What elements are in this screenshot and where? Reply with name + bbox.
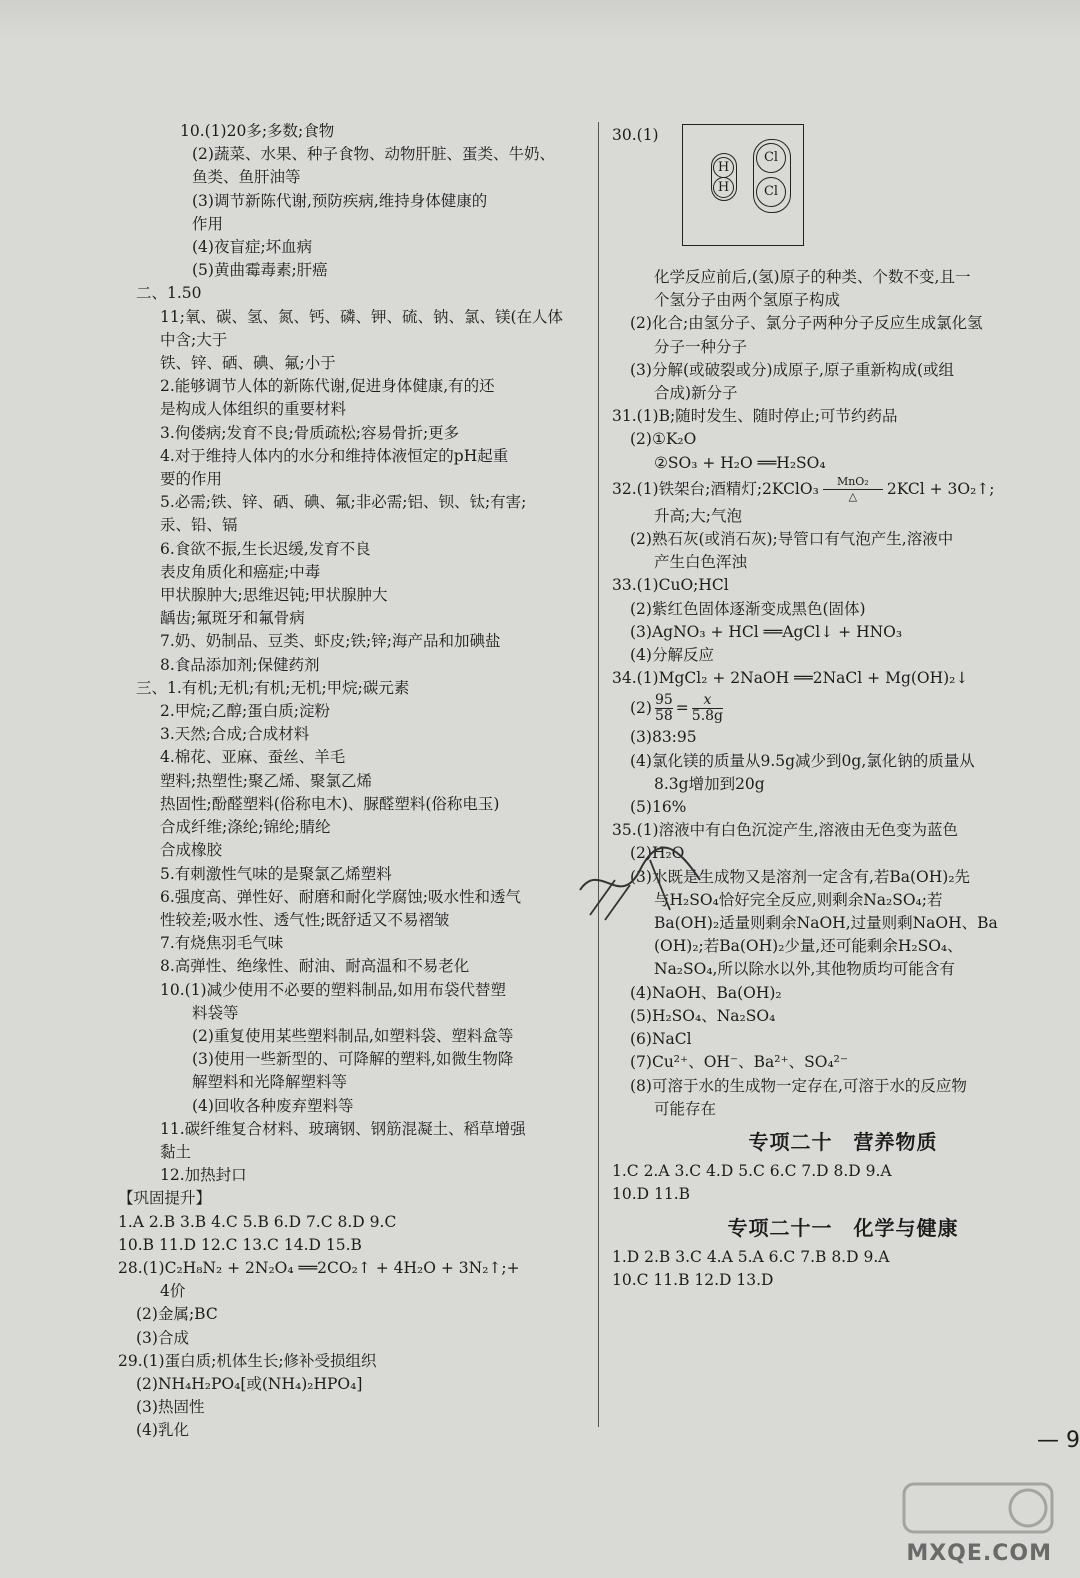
answer-line: Ba(OH)₂适量则剩余NaOH,过量则剩NaOH、Ba — [654, 914, 998, 933]
answer-line: 3.佝偻病;发育不良;骨质疏松;容易骨折;更多 — [160, 423, 460, 442]
answer-line: 二、1.50 — [136, 284, 202, 303]
answer-line: 料袋等 — [192, 1003, 239, 1022]
chlorine-atom: Cl — [756, 143, 786, 173]
answer-line: Na₂SO₄,所以除水以外,其他物质均可能含有 — [654, 960, 955, 979]
answer-line: ②SO₃ + H₂O ══H₂SO₄ — [654, 453, 826, 472]
q32-line — [612, 475, 1074, 505]
answer-line: 10.(1)减少使用不必要的塑料制品,如用布袋代替塑 — [160, 980, 507, 999]
answer-line: 产生白色浑浊 — [654, 553, 748, 572]
answer-line: 31.(1)B;随时发生、随时停止;可节约药品 — [612, 407, 898, 426]
answer-line: 4.棉花、亚麻、蚕丝、羊毛 — [160, 748, 346, 767]
answer-line: 35.(1)溶液中有白色沉淀产生,溶液由无色变为蓝色 — [612, 821, 959, 840]
answer-line: (8)可溶于水的生成物一定存在,可溶于水的反应物 — [630, 1076, 967, 1095]
answer-line: 10.B 11.D 12.C 13.C 14.D 15.B — [118, 1235, 362, 1254]
answer-line: 化学反应前后,(氢)原子的种类、个数不变,且一 — [654, 268, 971, 286]
q34-2-line — [612, 690, 1074, 726]
equals-sign: = — [675, 698, 689, 717]
answer-line: (2)H₂O — [630, 844, 685, 863]
q32-products: 2KCl + 3O₂↑; — [886, 480, 995, 499]
answer-line: 6.食欲不振,生长迟缓,发育不良 — [160, 539, 371, 558]
answer-line: (3)调节新陈代谢,预防疾病,维持身体健康的 — [192, 191, 488, 210]
q32-34-answers — [612, 505, 1074, 691]
answer-line: (5)黄曲霉毒素;肝癌 — [192, 261, 328, 280]
answer-line: 升高;大;气泡 — [654, 506, 742, 525]
answer-line: 7.奶、奶制品、豆类、虾皮;铁;锌;海产品和加碘盐 — [160, 632, 501, 651]
answer-line: (2)熟石灰(或消石灰);导管口有气泡产生,溶液中 — [630, 530, 954, 549]
answer-line: (3)合成 — [136, 1328, 189, 1347]
answer-line: 合成纤维;涤纶;锦纶;腈纶 — [160, 818, 331, 837]
answer-line: 3.天然;合成;合成材料 — [160, 725, 310, 744]
right-column — [612, 120, 1074, 1292]
fraction-left: $\frac{95}{58}$ — [654, 691, 673, 724]
answer-line: 性较差;吸水性、透气性;既舒适又不易褶皱 — [160, 910, 450, 929]
chlorine-atom: Cl — [756, 177, 786, 207]
hydrogen-atom: H — [713, 177, 734, 198]
answer-line: (2)重复使用某些塑料制品,如塑料袋、塑料盒等 — [192, 1026, 514, 1045]
catalyst-label: MnO₂ — [836, 475, 869, 489]
q34-2-label: (2) — [630, 698, 652, 717]
answer-line: 4.对于维持人体内的水分和维持体液恒定的pH起重 — [160, 446, 509, 465]
answer-line: 1.A 2.B 3.B 4.C 5.B 6.D 7.C 8.D 9.C — [118, 1212, 397, 1231]
answer-line: 可能存在 — [654, 1099, 717, 1118]
answer-line: 甲状腺肿大;思维迟钝;甲状腺肿大 — [160, 586, 388, 605]
answer-line: 是构成人体组织的重要材料 — [160, 400, 347, 419]
section-21-title: 专项二十一 化学与健康 — [727, 1215, 959, 1240]
answer-line: 表皮角质化和癌症;中毒 — [160, 562, 321, 581]
answer-line: (4)回收各种废弃塑料等 — [192, 1096, 354, 1115]
choice-answer-row: 10.C 11.B 12.D 13.D — [612, 1270, 774, 1289]
answer-line: 作用 — [192, 214, 224, 233]
answer-line: 4价 — [160, 1282, 186, 1301]
heat-symbol: △ — [848, 490, 858, 504]
answer-line: (3)热固性 — [136, 1398, 205, 1417]
answer-line: (4)氯化镁的质量从9.5g减少到0g,氯化钠的质量从 — [630, 751, 975, 770]
q30-label: 30.(1) — [612, 126, 659, 144]
answer-line: 33.(1)CuO;HCl — [612, 576, 729, 595]
section-21-answers — [612, 1246, 1074, 1292]
answer-line: 5.有刺激性气味的是聚氯乙烯塑料 — [160, 864, 392, 883]
watermark-text: MXQE.COM — [906, 1541, 1052, 1566]
answer-line: (4)夜盲症;坏血病 — [192, 238, 313, 257]
page-number: — 9 — [1037, 1428, 1080, 1453]
answer-line: (2)蔬菜、水果、种子食物、动物肝脏、蛋类、牛奶、 — [192, 145, 555, 164]
answer-line: 中含;大于 — [160, 330, 228, 349]
answer-line: 热固性;酚醛塑料(俗称电木)、脲醛塑料(俗称电玉) — [160, 794, 500, 813]
answer-line: (6)NaCl — [630, 1030, 692, 1049]
answer-line: 2.甲烷;乙醇;蛋白质;淀粉 — [160, 702, 330, 721]
section-20-title: 专项二十 营养物质 — [748, 1129, 938, 1154]
answer-line: (2)金属;BC — [136, 1305, 218, 1324]
answer-line: 个氢分子由两个氢原子构成 — [654, 291, 841, 310]
answer-line: (3)AgNO₃ + HCl ══AgCl↓ + HNO₃ — [630, 622, 903, 641]
answer-line: 8.高弹性、绝缘性、耐油、耐高温和不易老化 — [160, 957, 470, 976]
answer-line: 龋齿;氟斑牙和氟骨病 — [160, 609, 305, 628]
q32-prefix: 32.(1)铁架台;酒精灯;2KClO₃ — [612, 480, 819, 499]
answer-line: 鱼类、鱼肝油等 — [192, 168, 301, 187]
answer-line: (2)NH₄H₂PO₄[或(NH₄)₂HPO₄] — [136, 1374, 363, 1393]
answer-line: 解塑料和光降解塑料等 — [192, 1073, 348, 1092]
answer-line: (2)化合;由氢分子、氯分子两种分子反应生成氯化氢 — [630, 314, 983, 333]
answer-line: 汞、铅、镉 — [160, 516, 238, 535]
hydrogen-atom: H — [713, 157, 734, 178]
answer-line: 合成橡胶 — [160, 841, 223, 860]
section-20-answers — [612, 1160, 1074, 1206]
answer-line: (5)16% — [630, 798, 687, 817]
choice-answer-row: 10.D 11.B — [612, 1185, 691, 1204]
answer-line: 29.(1)蛋白质;机体生长;修补受损组织 — [118, 1351, 377, 1370]
answer-line: (5)H₂SO₄、Na₂SO₄ — [630, 1006, 776, 1025]
answer-line: (OH)₂;若Ba(OH)₂少量,还可能剩余H₂SO₄、 — [654, 937, 963, 956]
answer-line: 铁、锌、硒、碘、氟;小于 — [160, 354, 336, 373]
answer-line: 12.加热封口 — [160, 1166, 247, 1185]
answer-line: 5.必需;铁、锌、硒、碘、氟;非必需;铝、钡、钛;有害; — [160, 493, 527, 512]
answer-line: 2.能够调节人体的新陈代谢,促进身体健康,有的还 — [160, 377, 495, 396]
answer-line: 11;氧、碳、氢、氮、钙、磷、钾、硫、钠、氯、镁(在人体 — [160, 307, 563, 326]
choice-answer-row: 1.C 2.A 3.C 4.D 5.C 6.C 7.D 8.D 9.A — [612, 1162, 892, 1181]
q30-31-answers — [612, 266, 1074, 475]
answer-line: 要的作用 — [160, 470, 223, 489]
answer-line: (2)紫红色固体逐渐变成黑色(固体) — [630, 599, 866, 618]
left-column — [118, 120, 588, 1443]
answer-line: (3)水既是生成物又是溶剂一定含有,若Ba(OH)₂先 — [630, 867, 971, 886]
answer-line: 与H₂SO₄恰好完全反应,则剩余Na₂SO₄;若 — [654, 890, 943, 909]
answer-line: (4)NaOH、Ba(OH)₂ — [630, 983, 782, 1002]
answer-line: (3)83:95 — [630, 728, 697, 747]
answer-line: 34.(1)MgCl₂ + 2NaOH ══2NaCl + Mg(OH)₂↓ — [612, 669, 969, 688]
choice-answer-row: 1.D 2.B 3.C 4.A 5.A 6.C 7.B 8.D 9.A — [612, 1247, 890, 1266]
answer-line: (3)分解(或破裂或分)成原子,原子重新构成(或组 — [630, 360, 955, 379]
fraction-right: $\frac{x}{5.8g}$ — [691, 691, 724, 724]
answer-line: 10.(1)20多;多数;食物 — [180, 122, 335, 140]
molecule-diagram — [682, 124, 804, 246]
answer-line: 28.(1)C₂H₈N₂ + 2N₂O₄ ══2CO₂↑ + 4H₂O + 3N₂↑;+ — [118, 1258, 520, 1277]
reaction-condition — [823, 476, 883, 503]
answer-line: 黏土 — [160, 1142, 192, 1161]
answer-line: 合成)新分子 — [654, 384, 738, 403]
answer-line: (4)乳化 — [136, 1421, 189, 1440]
answer-line: 8.3g增加到20g — [654, 774, 765, 793]
answer-line: 【巩固提升】 — [118, 1189, 212, 1208]
answer-line: (2)①K₂O — [630, 430, 697, 449]
answer-line: (7)Cu²⁺、OH⁻、Ba²⁺、SO₄²⁻ — [630, 1053, 849, 1072]
answer-line: 11.碳纤维复合材料、玻璃钢、钢筋混凝土、稻草增强 — [160, 1119, 526, 1138]
answer-line: 8.食品添加剂;保健药剂 — [160, 655, 320, 674]
answer-line: 分子一种分子 — [654, 337, 748, 356]
answer-line: (4)分解反应 — [630, 646, 714, 665]
q30-diagram-row — [612, 120, 1074, 266]
paper-edge-shadow — [0, 0, 1080, 40]
column-divider — [598, 122, 599, 1427]
answer-line: (3)使用一些新型的、可降解的塑料,如微生物降 — [192, 1050, 514, 1069]
answer-line: 塑料;热塑性;聚乙烯、聚氯乙烯 — [160, 771, 372, 790]
answer-line: 6.强度高、弹性好、耐磨和耐化学腐蚀;吸水性和透气 — [160, 887, 522, 906]
answer-line: 三、1.有机;无机;有机;无机;甲烷;碳元素 — [136, 678, 410, 697]
answer-line: 7.有烧焦羽毛气味 — [160, 934, 284, 953]
handwritten-scribble — [560, 820, 720, 940]
